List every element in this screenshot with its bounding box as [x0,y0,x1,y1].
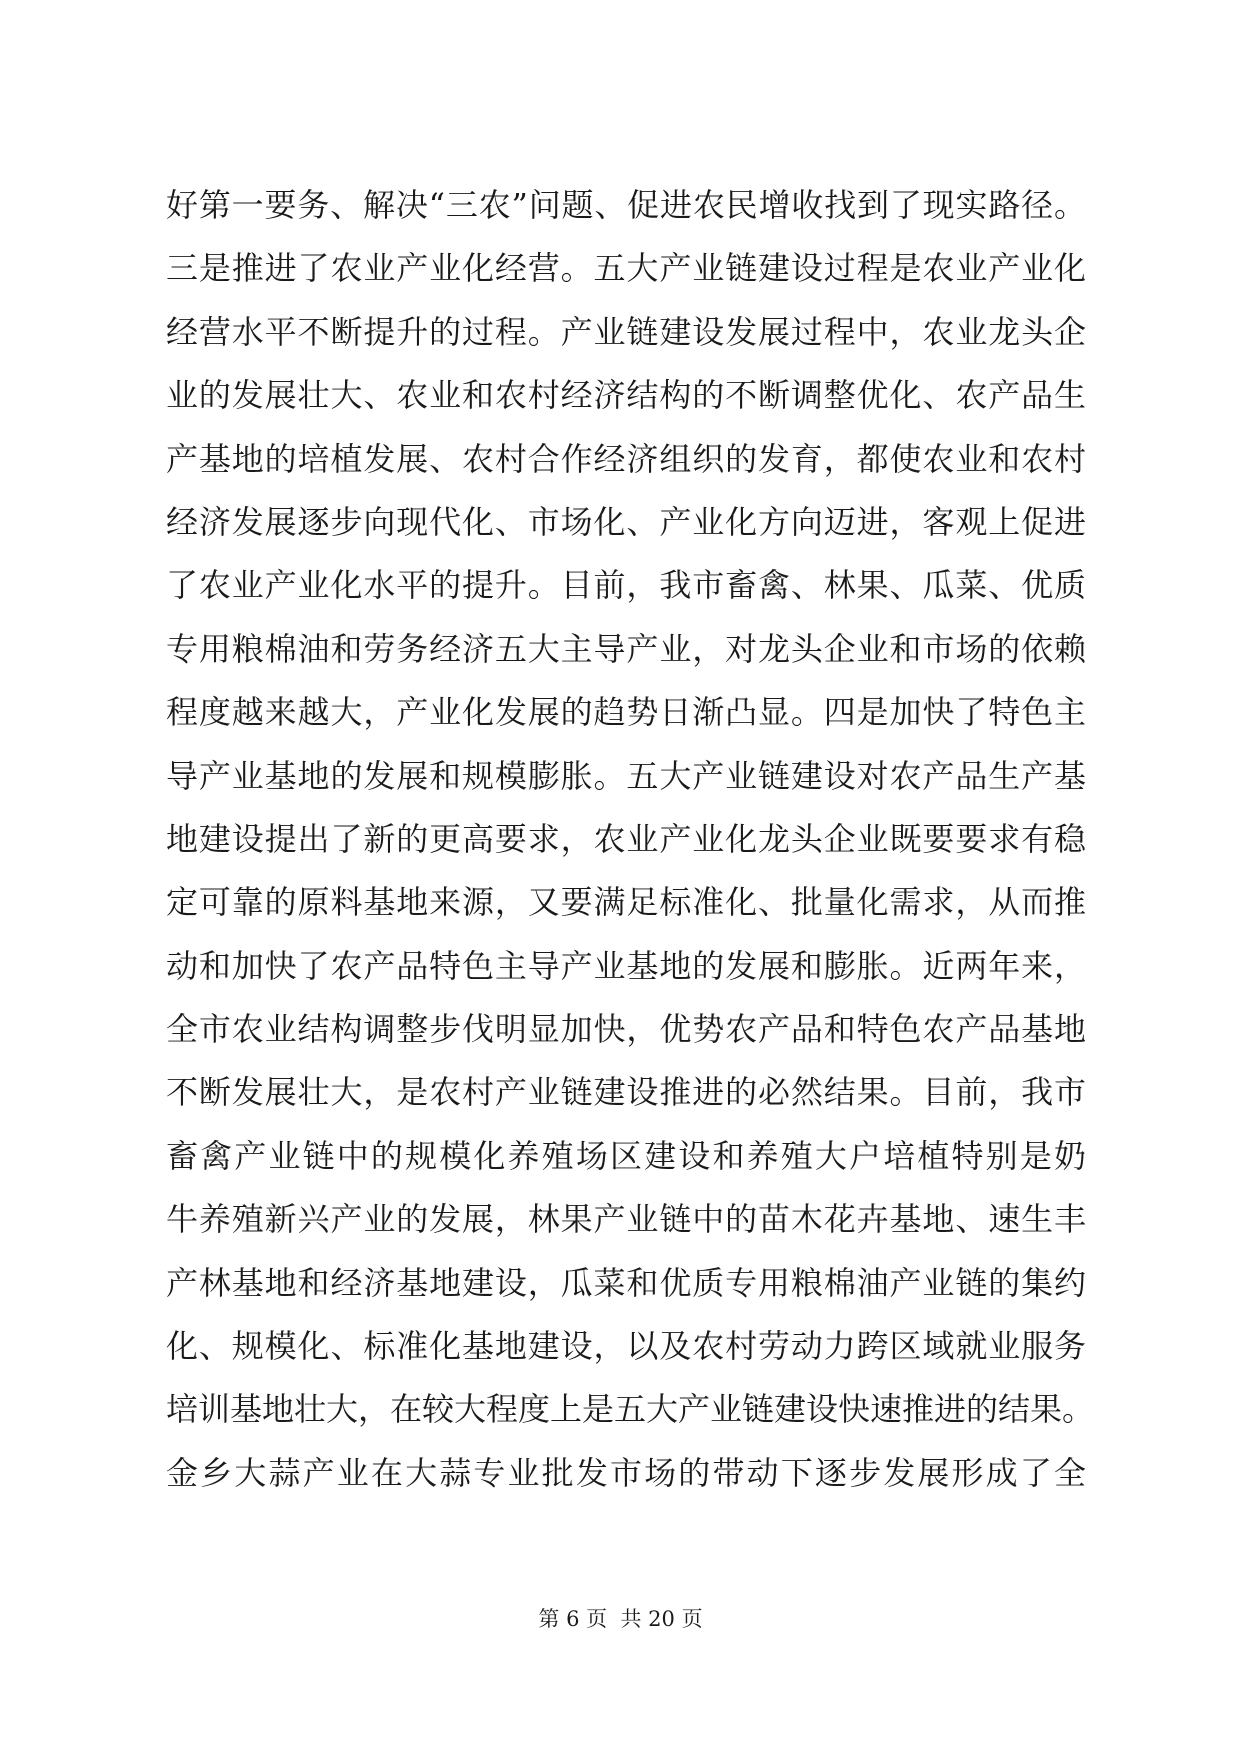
page-footer [0,1603,1241,1633]
text-line: 定可靠的原料基地来源，又要满足标准化、批量化需求，从而推 [166,883,1086,922]
text-line: 经济发展逐步向现代化、市场化、产业化方向迈进，客观上促进 [166,502,1086,541]
text-line: 三是推进了农业产业化经营。五大产业链建设过程是农业产业化 [166,249,1086,288]
text-line: 程度越来越大，产业化发展的趋势日渐凸显。四是加快了特色主 [166,693,1086,732]
page-total: 共 20 页 [620,1607,703,1631]
text-line: 化、规模化、标准化基地建设，以及农村劳动力跨区域就业服务 [166,1327,1086,1366]
text-line: 产基地的培植发展、农村合作经济组织的发育，都使农业和农村 [166,439,1086,478]
page-number: 第 6 页 [538,1607,608,1631]
text-line: 牛养殖新兴产业的发展，林果产业链中的苗木花卉基地、速生丰 [166,1200,1086,1239]
text-line: 金乡大蒜产业在大蒜专业批发市场的带动下逐步发展形成了全 [166,1453,1086,1492]
text-line: 专用粮棉油和劳务经济五大主导产业，对龙头企业和市场的依赖 [166,629,1086,668]
body-text [166,174,1095,1505]
text-line: 培训基地壮大，在较大程度上是五大产业链建设快速推进的结果。 [166,1390,1095,1429]
text-line: 经营水平不断提升的过程。产业链建设发展过程中，农业龙头企 [166,312,1086,351]
text-line: 畜禽产业链中的规模化养殖场区建设和养殖大户培植特别是奶 [166,1136,1086,1175]
text-line: 业的发展壮大、农业和农村经济结构的不断调整优化、农产品生 [166,376,1086,415]
text-line: 地建设提出了新的更高要求，农业产业化龙头企业既要要求有稳 [166,819,1086,858]
text-line: 不断发展壮大，是农村产业链建设推进的必然结果。目前，我市 [166,1073,1086,1112]
text-line: 动和加快了农产品特色主导产业基地的发展和膨胀。近两年来， [166,946,1086,985]
text-line: 产林基地和经济基地建设，瓜菜和优质专用粮棉油产业链的集约 [166,1263,1086,1302]
text-line: 了农业产业化水平的提升。目前，我市畜禽、林果、瓜菜、优质 [166,566,1086,605]
text-line: 好第一要务、解决“三农”问题、促进农民增收找到了现实路径。 [166,186,1086,224]
text-line: 导产业基地的发展和规模膨胀。五大产业链建设对农产品生产基 [166,756,1086,795]
text-line: 全市农业结构调整步伐明显加快，优势农产品和特色农产品基地 [166,1010,1086,1049]
